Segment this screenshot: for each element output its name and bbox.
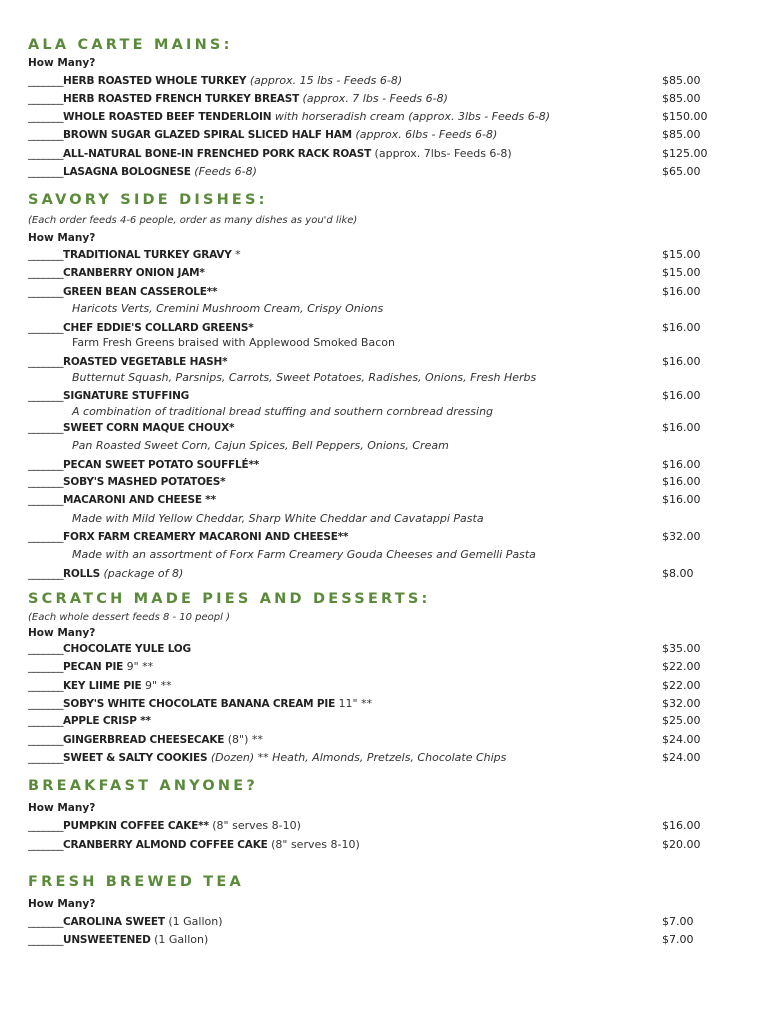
item-name: ROASTED VEGETABLE HASH* bbox=[63, 356, 228, 368]
quantity-blank[interactable]: _______ bbox=[28, 458, 63, 471]
quantity-blank[interactable]: _______ bbox=[28, 567, 63, 580]
item-price: $24.00 bbox=[662, 733, 701, 746]
menu-item bbox=[28, 285, 217, 299]
item-description: Made with an assortment of Forx Farm Creamery Gouda Cheeses and Gemelli Pasta bbox=[72, 548, 536, 561]
item-detail: with horseradish cream (approx. 3lbs - Feeds 6-8) bbox=[271, 110, 551, 123]
item-name: SIGNATURE STUFFING bbox=[63, 390, 190, 402]
menu-item bbox=[28, 165, 257, 179]
menu-item bbox=[28, 733, 263, 747]
menu-item bbox=[28, 714, 151, 728]
item-price: $20.00 bbox=[662, 838, 701, 851]
item-price: $32.00 bbox=[662, 697, 701, 710]
quantity-blank[interactable]: _______ bbox=[28, 74, 63, 87]
item-name: MACARONI AND CHEESE ** bbox=[63, 494, 216, 506]
how-many-label: How Many? bbox=[28, 802, 96, 814]
item-detail: (approx. 6lbs - Feeds 6-8) bbox=[351, 128, 498, 141]
menu-item bbox=[28, 321, 254, 335]
menu-item bbox=[28, 933, 208, 947]
menu-item bbox=[28, 567, 183, 581]
section-title-sides: SAVORY SIDE DISHES: bbox=[28, 192, 268, 208]
item-price: $16.00 bbox=[662, 458, 701, 471]
item-price: $25.00 bbox=[662, 714, 701, 727]
section-title-breakfast: BREAKFAST ANYONE? bbox=[28, 778, 258, 794]
item-name: CRANBERRY ALMOND COFFEE CAKE bbox=[63, 839, 268, 851]
item-name: PECAN SWEET POTATO SOUFFLÉ** bbox=[63, 459, 260, 471]
quantity-blank[interactable]: _______ bbox=[28, 285, 63, 298]
item-name: UNSWEETENED bbox=[63, 934, 151, 946]
quantity-blank[interactable]: _______ bbox=[28, 933, 63, 946]
quantity-blank[interactable]: _______ bbox=[28, 92, 63, 105]
quantity-blank[interactable]: _______ bbox=[28, 679, 63, 692]
menu-item bbox=[28, 74, 402, 88]
item-description: Butternut Squash, Parsnips, Carrots, Sweet Potatoes, Radishes, Onions, Fresh Herbs bbox=[72, 371, 537, 384]
item-name: HERB ROASTED WHOLE TURKEY bbox=[63, 75, 247, 87]
item-detail: (approx. 7lbs- Feeds 6-8) bbox=[371, 147, 512, 160]
section-title-tea: FRESH BREWED TEA bbox=[28, 874, 244, 890]
quantity-blank[interactable]: _______ bbox=[28, 321, 63, 334]
menu-item bbox=[28, 493, 216, 507]
section-note: (Each whole dessert feeds 8 - 10 peopl ) bbox=[28, 612, 231, 623]
item-description: Farm Fresh Greens braised with Applewood Smoked Bacon bbox=[72, 336, 395, 349]
quantity-blank[interactable]: _______ bbox=[28, 733, 63, 746]
item-name: SOBY'S WHITE CHOCOLATE BANANA CREAM PIE bbox=[63, 698, 336, 710]
item-price: $15.00 bbox=[662, 248, 701, 261]
item-price: $16.00 bbox=[662, 421, 701, 434]
item-description: Haricots Verts, Cremini Mushroom Cream, Crispy Onions bbox=[72, 302, 384, 315]
item-detail: (8") ** bbox=[224, 733, 263, 746]
quantity-blank[interactable]: _______ bbox=[28, 165, 63, 178]
item-price: $65.00 bbox=[662, 165, 701, 178]
item-name: PUMPKIN COFFEE CAKE** bbox=[63, 820, 209, 832]
quantity-blank[interactable]: _______ bbox=[28, 697, 63, 710]
item-price: $22.00 bbox=[662, 679, 701, 692]
item-name: GREEN BEAN CASSEROLE** bbox=[63, 286, 218, 298]
menu-item bbox=[28, 819, 301, 833]
section-title-pies: SCRATCH MADE PIES AND DESSERTS: bbox=[28, 591, 431, 607]
item-price: $85.00 bbox=[662, 74, 701, 87]
item-detail: (8" serves 8-10) bbox=[267, 838, 360, 851]
item-detail: (approx. 15 lbs - Feeds 6-8) bbox=[246, 74, 403, 87]
how-many-label: How Many? bbox=[28, 232, 96, 244]
item-price: $16.00 bbox=[662, 493, 701, 506]
item-name: TRADITIONAL TURKEY GRAVY bbox=[63, 249, 232, 261]
quantity-blank[interactable]: _______ bbox=[28, 714, 63, 727]
quantity-blank[interactable]: _______ bbox=[28, 147, 63, 160]
item-price: $125.00 bbox=[662, 147, 708, 160]
item-price: $15.00 bbox=[662, 266, 701, 279]
item-price: $85.00 bbox=[662, 128, 701, 141]
menu-item bbox=[28, 147, 512, 161]
item-detail: 9" ** bbox=[123, 660, 154, 673]
quantity-blank[interactable]: _______ bbox=[28, 819, 63, 832]
menu-item bbox=[28, 110, 550, 124]
item-price: $16.00 bbox=[662, 355, 701, 368]
item-name: SOBY'S MASHED POTATOES* bbox=[63, 476, 226, 488]
item-detail: (Feeds 6-8) bbox=[190, 165, 257, 178]
item-name: GINGERBREAD CHEESECAKE bbox=[63, 734, 225, 746]
quantity-blank[interactable]: _______ bbox=[28, 266, 63, 279]
item-name: CRANBERRY ONION JAM* bbox=[63, 267, 205, 279]
item-detail: (8" serves 8-10) bbox=[208, 819, 301, 832]
menu-item bbox=[28, 266, 205, 280]
item-name: SWEET CORN MAQUE CHOUX* bbox=[63, 422, 235, 434]
section-title-mains: ALA CARTE MAINS: bbox=[28, 37, 233, 53]
quantity-blank[interactable]: _______ bbox=[28, 915, 63, 928]
item-name: PECAN PIE bbox=[63, 661, 124, 673]
menu-item bbox=[28, 642, 191, 656]
menu-item bbox=[28, 530, 348, 544]
menu-item bbox=[28, 355, 227, 369]
quantity-blank[interactable]: _______ bbox=[28, 530, 63, 543]
item-detail: (1 Gallon) bbox=[150, 933, 209, 946]
quantity-blank[interactable]: _______ bbox=[28, 128, 63, 141]
item-detail: * bbox=[231, 248, 241, 261]
item-name: LASAGNA BOLOGNESE bbox=[63, 166, 191, 178]
item-price: $16.00 bbox=[662, 819, 701, 832]
menu-item bbox=[28, 475, 225, 489]
item-price: $8.00 bbox=[662, 567, 694, 580]
menu-item bbox=[28, 248, 241, 262]
item-price: $24.00 bbox=[662, 751, 701, 764]
item-name: ROLLS bbox=[63, 568, 100, 580]
item-detail: 9" ** bbox=[141, 679, 172, 692]
item-name: ALL-NATURAL BONE-IN FRENCHED PORK RACK ROAST bbox=[63, 148, 372, 160]
item-detail: 11" ** bbox=[335, 697, 373, 710]
menu-item bbox=[28, 915, 223, 929]
quantity-blank[interactable]: _______ bbox=[28, 389, 63, 402]
item-description: A combination of traditional bread stuffing and southern cornbread dressing bbox=[72, 405, 494, 418]
quantity-blank[interactable]: _______ bbox=[28, 642, 63, 655]
quantity-blank[interactable]: _______ bbox=[28, 110, 63, 123]
item-name: BROWN SUGAR GLAZED SPIRAL SLICED HALF HAM bbox=[63, 129, 352, 141]
item-name: FORX FARM CREAMERY MACARONI AND CHEESE** bbox=[63, 531, 349, 543]
menu-item bbox=[28, 838, 360, 852]
menu-item bbox=[28, 458, 259, 472]
item-detail: (package of 8) bbox=[99, 567, 184, 580]
item-price: $16.00 bbox=[662, 321, 701, 334]
item-price: $35.00 bbox=[662, 642, 701, 655]
menu-item bbox=[28, 751, 506, 765]
item-price: $7.00 bbox=[662, 915, 694, 928]
menu-item bbox=[28, 660, 153, 674]
quantity-blank[interactable]: _______ bbox=[28, 660, 63, 673]
how-many-label: How Many? bbox=[28, 898, 96, 910]
item-price: $150.00 bbox=[662, 110, 708, 123]
quantity-blank[interactable]: _______ bbox=[28, 248, 63, 261]
menu-item bbox=[28, 697, 372, 711]
item-name: SWEET & SALTY COOKIES bbox=[63, 752, 208, 764]
item-price: $16.00 bbox=[662, 475, 701, 488]
menu-item bbox=[28, 679, 172, 693]
item-price: $16.00 bbox=[662, 389, 701, 402]
section-note: (Each order feeds 4-6 people, order as many dishes as you'd like) bbox=[28, 215, 358, 226]
menu-item bbox=[28, 128, 497, 142]
quantity-blank[interactable]: _______ bbox=[28, 838, 63, 851]
item-price: $7.00 bbox=[662, 933, 694, 946]
quantity-blank[interactable]: _______ bbox=[28, 355, 63, 368]
item-detail: (Dozen) ** Heath, Almonds, Pretzels, Chocolate Chips bbox=[207, 751, 507, 764]
item-name: HERB ROASTED FRENCH TURKEY BREAST bbox=[63, 93, 300, 105]
menu-item bbox=[28, 389, 189, 403]
quantity-blank[interactable]: _______ bbox=[28, 421, 63, 434]
quantity-blank[interactable]: _______ bbox=[28, 475, 63, 488]
item-name: CAROLINA SWEET bbox=[63, 916, 165, 928]
item-name: CHEF EDDIE'S COLLARD GREENS* bbox=[63, 322, 254, 334]
menu-item bbox=[28, 92, 448, 106]
menu-item bbox=[28, 421, 234, 435]
item-detail: (1 Gallon) bbox=[164, 915, 223, 928]
item-name: WHOLE ROASTED BEEF TENDERLOIN bbox=[63, 111, 272, 123]
how-many-label: How Many? bbox=[28, 627, 96, 639]
item-price: $16.00 bbox=[662, 285, 701, 298]
item-description: Pan Roasted Sweet Corn, Cajun Spices, Bell Peppers, Onions, Cream bbox=[72, 439, 449, 452]
item-name: APPLE CRISP ** bbox=[63, 715, 151, 727]
item-price: $22.00 bbox=[662, 660, 701, 673]
item-description: Made with Mild Yellow Cheddar, Sharp White Cheddar and Cavatappi Pasta bbox=[72, 512, 484, 525]
how-many-label: How Many? bbox=[28, 57, 96, 69]
item-price: $32.00 bbox=[662, 530, 701, 543]
item-detail: (approx. 7 lbs - Feeds 6-8) bbox=[299, 92, 448, 105]
item-price: $85.00 bbox=[662, 92, 701, 105]
item-name: CHOCOLATE YULE LOG bbox=[63, 643, 191, 655]
quantity-blank[interactable]: _______ bbox=[28, 493, 63, 506]
quantity-blank[interactable]: _______ bbox=[28, 751, 63, 764]
item-name: KEY LIIME PIE bbox=[63, 680, 142, 692]
